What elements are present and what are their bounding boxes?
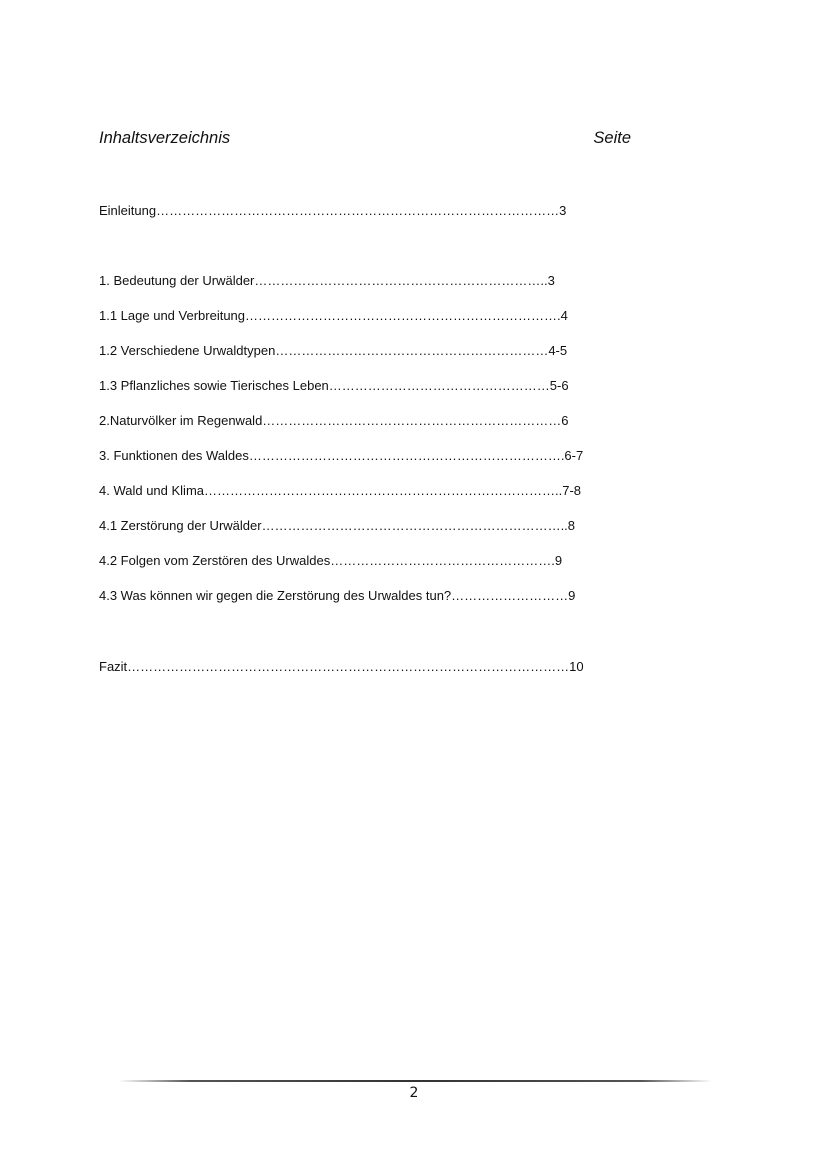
- toc-entry-4-3: 4.3 Was können wir gegen die Zerstörung des Urwaldes tun?………………………9: [99, 588, 576, 603]
- toc-entry-3: 3. Funktionen des Waldes……………………………………………………………….6-7: [99, 448, 584, 463]
- toc-title: Inhaltsverzeichnis: [99, 129, 231, 147]
- toc-entry-4-1: 4.1 Zerstörung der Urwälder……………………………………………………………..8: [99, 518, 576, 533]
- toc-entry-1-3: 1.3 Pflanzliches sowie Tierisches Leben……………………………………………5-6: [99, 378, 569, 393]
- toc-entry-fazit: Fazit…………………………………………………………………………………………10: [99, 659, 584, 674]
- footer-divider: [118, 1080, 712, 1082]
- toc-page-label: Seite: [593, 129, 631, 147]
- toc-entry-einleitung: Einleitung…………………………………………………………………………………3: [99, 203, 567, 218]
- toc-heading: [99, 129, 631, 153]
- toc-entry-2: 2.Naturvölker im Regenwald……………………………………………………………6: [99, 413, 569, 428]
- toc-entry-4: 4. Wald und Klima………………………………………………………………………..7-8: [99, 483, 582, 498]
- page-number: 2: [409, 1085, 419, 1101]
- toc-entry-1-1: 1.1 Lage und Verbreitung……………………………………………………………….4: [99, 308, 568, 323]
- toc-entry-1: 1. Bedeutung der Urwälder…………………………………………………………..3: [99, 273, 555, 288]
- toc-entry-1-2: 1.2 Verschiedene Urwaldtypen………………………………………………………4-5: [99, 343, 568, 358]
- toc-entry-4-2: 4.2 Folgen vom Zerstören des Urwaldes…………………………………………….9: [99, 553, 563, 568]
